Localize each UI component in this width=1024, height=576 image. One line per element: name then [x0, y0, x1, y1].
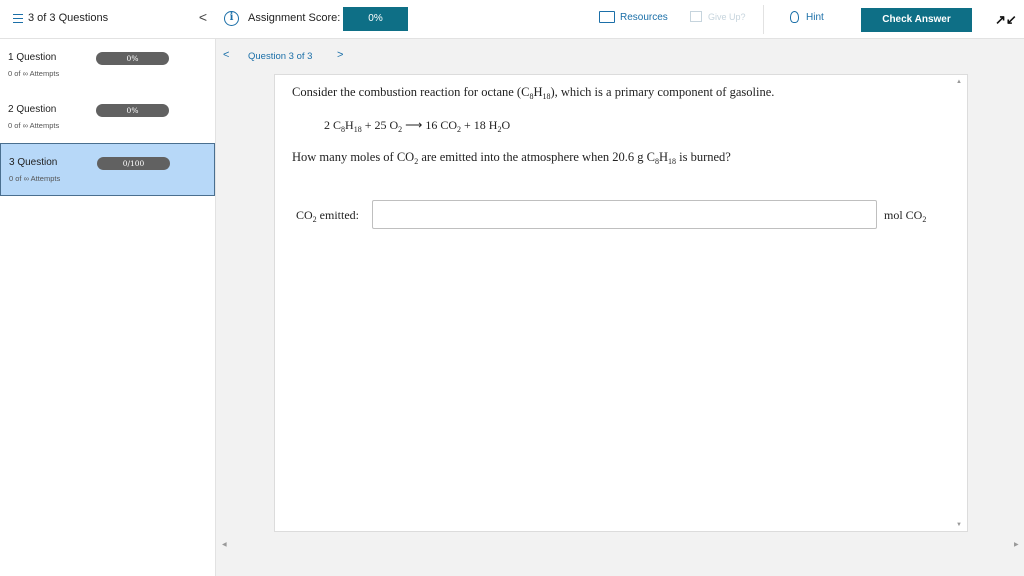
question-intro: Consider the combustion reaction for octane $(C_8H_{18})$, which is a primary component of gasoline.: [292, 85, 775, 101]
answer-unit: mol $CO_2$: [884, 208, 927, 224]
sidebar-item-question-3[interactable]: [0, 143, 215, 196]
answer-label: $CO_2$ emitted:: [296, 208, 359, 224]
lightbulb-icon: [790, 11, 799, 23]
collapse-sidebar-button[interactable]: <: [198, 9, 208, 25]
sidebar-item-attempts: 0 of ∞ Attempts: [8, 69, 60, 78]
next-question-button[interactable]: >: [337, 49, 344, 61]
sidebar-item-label: 3 Question: [9, 157, 58, 168]
sidebar-item-question-1[interactable]: [0, 39, 215, 92]
reaction-arrow: ⟶: [402, 118, 426, 132]
resources-label: Resources: [620, 11, 668, 23]
sidebar-item-score: 0%: [96, 104, 169, 117]
answer-input[interactable]: [372, 200, 877, 229]
scroll-left-arrow-icon[interactable]: ◀: [222, 542, 227, 548]
question-prompt: How many moles of $CO_2$ are emitted into the atmosphere when 20.6 g $C_8H_{18}$ is burned?: [292, 150, 731, 166]
sidebar-item-label: 1 Question: [8, 52, 57, 63]
scroll-down-arrow-icon[interactable]: ▼: [956, 522, 962, 528]
scroll-right-arrow-icon[interactable]: ▶: [1014, 542, 1019, 548]
give-up-label: Give Up?: [708, 11, 746, 22]
question-nav-label[interactable]: Question 3 of 3: [248, 51, 313, 62]
sidebar-item-question-2[interactable]: [0, 91, 215, 144]
question-list-toggle[interactable]: [13, 12, 108, 24]
scroll-up-arrow-icon[interactable]: ▲: [956, 79, 962, 85]
toolbar-divider: [763, 5, 764, 34]
assignment-score-value: 0%: [343, 7, 408, 31]
previous-question-button[interactable]: <: [223, 49, 230, 61]
question-nav: [216, 39, 1024, 74]
question-sidebar: [0, 39, 216, 576]
info-icon[interactable]: i: [224, 11, 239, 26]
list-icon: [13, 14, 23, 23]
question-panel: [274, 74, 968, 532]
sidebar-item-attempts: 0 of ∞ Attempts: [9, 174, 61, 183]
resources-button[interactable]: [599, 11, 668, 23]
sidebar-item-score: 0%: [96, 52, 169, 65]
expand-icon[interactable]: ↗↙: [995, 12, 1017, 27]
sidebar-item-attempts: 0 of ∞ Attempts: [8, 121, 60, 130]
sidebar-item-score: 0/100: [97, 157, 170, 170]
folder-icon: [599, 11, 615, 23]
give-up-button[interactable]: [690, 11, 746, 22]
hint-button[interactable]: [790, 11, 824, 23]
assignment-score-label: Assignment Score:: [248, 12, 341, 24]
question-area: [216, 39, 1024, 576]
hint-label: Hint: [806, 11, 824, 23]
check-answer-button[interactable]: Check Answer: [861, 8, 972, 32]
top-bar: [0, 0, 1024, 39]
give-up-icon: [690, 11, 702, 22]
reaction-equation: 2 $C_8H_{18} + 25$ $O_2$ ⟶ 16 $CO_2 + 18$ $H_2O$: [324, 118, 511, 134]
sidebar-item-label: 2 Question: [8, 104, 57, 115]
question-count-label: 3 of 3 Questions: [28, 12, 109, 24]
